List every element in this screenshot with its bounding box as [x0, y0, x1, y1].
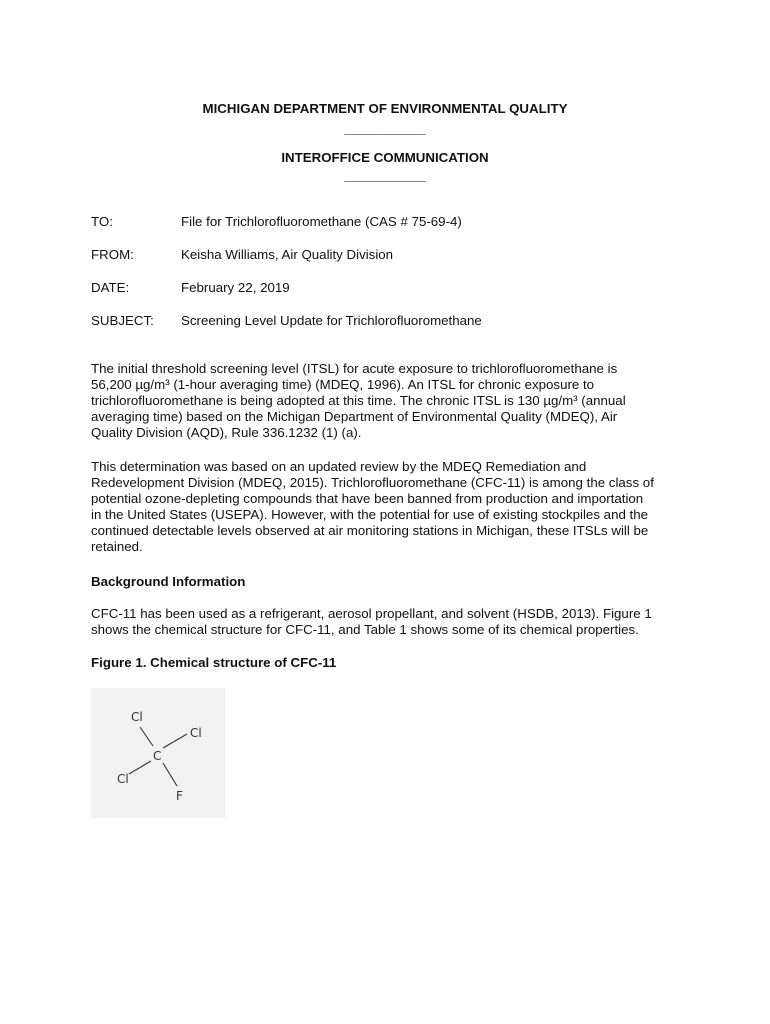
paragraph-itsl — [91, 361, 691, 441]
atom-label: C — [153, 749, 162, 763]
paragraph-line: Quality Division (AQD), Rule 336.1232 (1) (a). — [91, 425, 362, 440]
header-rule-1: ___________ — [344, 121, 426, 136]
atom-label: Cl — [190, 726, 202, 740]
communication-type: INTEROFFICE COMMUNICATION — [281, 150, 489, 165]
subject-label: SUBJECT: — [91, 313, 154, 328]
cfc11-structure-diagram — [91, 688, 225, 818]
paragraph-line: continued detectable levels observed at air monitoring stations in Michigan, these ITSLs will be — [91, 523, 649, 538]
date-label: DATE: — [91, 280, 130, 295]
bond-line — [163, 734, 187, 748]
paragraph-line: averaging time) based on the Michigan Department of Environmental Quality (MDEQ), Air — [91, 409, 618, 424]
paragraph-background — [91, 606, 691, 638]
paragraph-line: trichlorofluoromethane is being adopted at this time. The chronic ITSL is 130 µg/m³ (annual — [91, 393, 626, 408]
paragraph-line: This determination was based on an updated review by the MDEQ Remediation and — [91, 459, 587, 474]
bond-line — [129, 761, 151, 774]
figure-caption: Figure 1. Chemical structure of CFC-11 — [91, 655, 337, 670]
paragraph-line: The initial threshold screening level (ITSL) for acute exposure to trichlorofluoromethane is — [91, 361, 618, 376]
to-value: File for Trichlorofluoromethane (CAS # 75-69-4) — [181, 214, 462, 229]
chemical-structure-figure — [91, 688, 225, 818]
to-label: TO: — [91, 214, 113, 229]
from-label: FROM: — [91, 247, 134, 262]
background-heading: Background Information — [91, 574, 246, 589]
paragraph-line: Redevelopment Division (MDEQ, 2015). Trichlorofluoromethane (CFC-11) is among the class of — [91, 475, 654, 490]
paragraph-line: retained. — [91, 539, 143, 554]
paragraph-line: potential ozone-depleting compounds that have been banned from production and importation — [91, 491, 644, 506]
date-value: February 22, 2019 — [181, 280, 290, 295]
atom-label: Cl — [117, 772, 129, 786]
paragraph-line: shows the chemical structure for CFC-11, and Table 1 shows some of its chemical properties. — [91, 622, 639, 637]
paragraph-determination — [91, 459, 691, 555]
paragraph-line: CFC-11 has been used as a refrigerant, aerosol propellant, and solvent (HSDB, 2013). Figure 1 — [91, 606, 652, 621]
header-rule-2: ___________ — [344, 168, 426, 183]
atom-label: F — [176, 789, 183, 803]
department-title: MICHIGAN DEPARTMENT OF ENVIRONMENTAL QUALITY — [202, 101, 568, 116]
bond-line — [163, 763, 177, 786]
paragraph-line: in the United States (USEPA). However, with the potential for use of existing stockpiles and the — [91, 507, 649, 522]
atom-label: Cl — [131, 710, 143, 724]
paragraph-line: 56,200 µg/m³ (1-hour averaging time) (MDEQ, 1996). An ITSL for chronic exposure to — [91, 377, 595, 392]
from-value: Keisha Williams, Air Quality Division — [181, 247, 394, 262]
bond-line — [140, 727, 153, 746]
subject-value: Screening Level Update for Trichlorofluoromethane — [181, 313, 482, 328]
